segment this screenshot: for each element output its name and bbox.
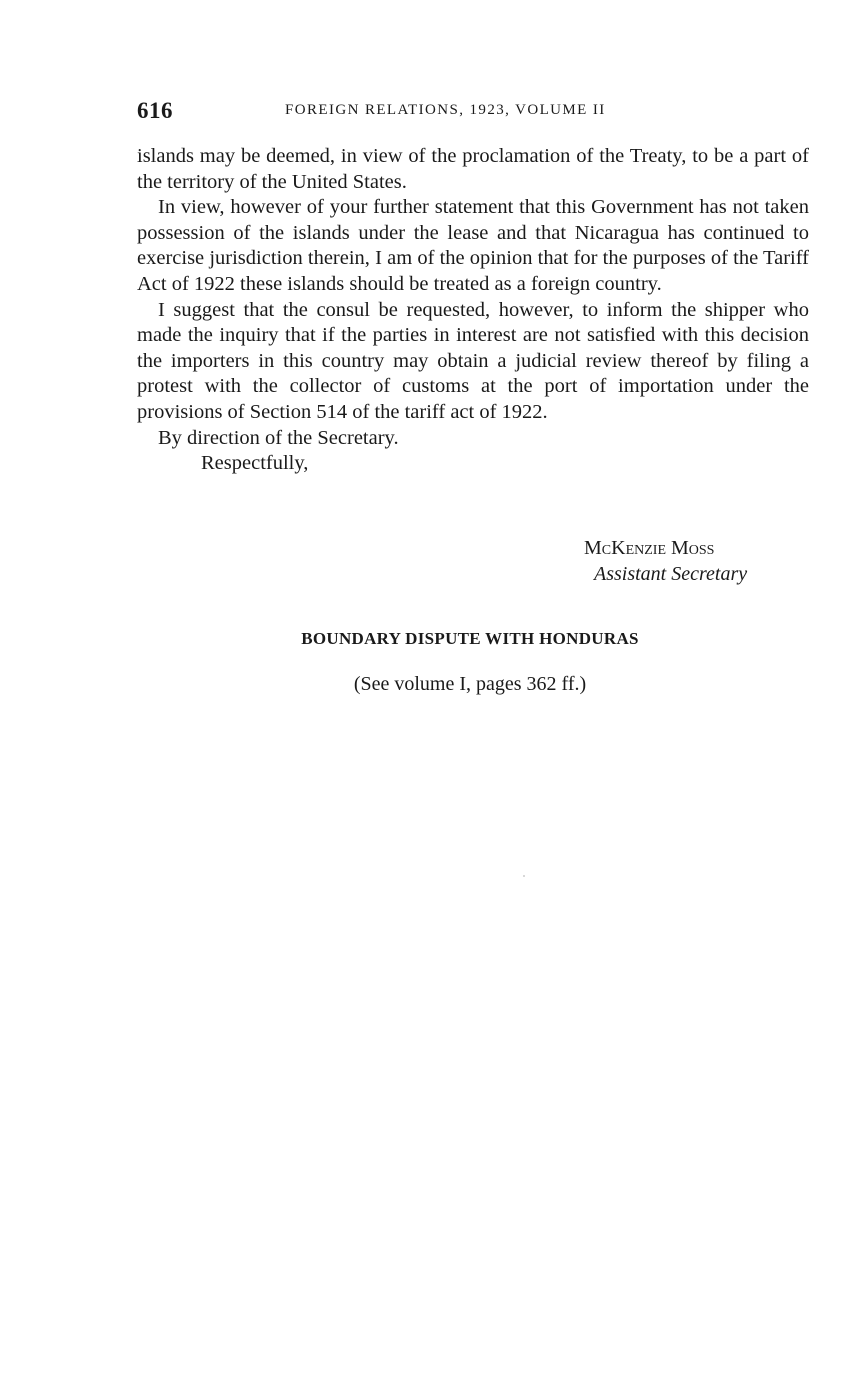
signature-block (584, 535, 747, 587)
scan-speck (523, 875, 525, 877)
page-number: 616 (137, 98, 173, 123)
section-heading: BOUNDARY DISPUTE WITH HONDURAS (301, 629, 639, 648)
page-header (137, 98, 809, 128)
complimentary-close: Respectfully, (201, 452, 309, 475)
paragraph-possession: In view, however of your further statement that this Government has not taken possession of the islands under the lease and that Nicaragua has continued to exercise jurisdiction therein, I am of the opinion that for the purposes of the Tariff Act of 1922 these islands should be treated as a foreign country. (137, 196, 809, 295)
closing-line: By direction of the Secretary. (158, 426, 399, 449)
cross-reference: (See volume I, pages 362 ff.) (353, 673, 587, 695)
paragraph-suggestion: I suggest that the consul be requested, however, to inform the shipper who made the inquiry that if the parties in interest are not satisfied with this decision the importers in this country may obtain a judicial review thereof by filing a protest with the collector of customs at the port of importation under the provisions of Section 514 of the tariff act of 1922. (137, 298, 809, 423)
document-body (137, 144, 809, 477)
paragraph-continuation: islands may be deemed, in view of the proclamation of the Treaty, to be a part of the territory of the United States. (137, 145, 809, 193)
signatory-name: McKenzie Moss (584, 537, 715, 559)
running-head: FOREIGN RELATIONS, 1923, VOLUME II (285, 102, 606, 118)
signatory-title: Assistant Secretary (594, 563, 748, 585)
